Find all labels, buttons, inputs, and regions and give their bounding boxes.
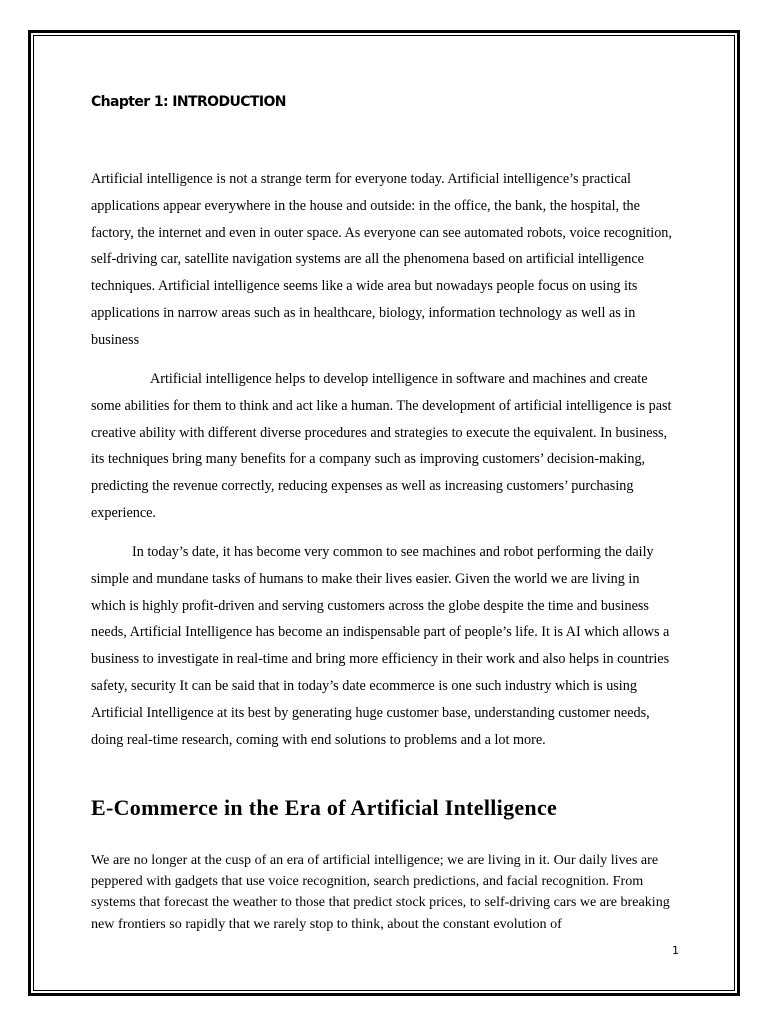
- intro-paragraph-3: In today’s date, it has become very common to see machines and robot performing the daily simple and mundane tasks of humans to make their lives easier. Given the world we are living in which is highly profit-driven and serving customers across the globe despite the time and business needs, Artificial Intelligence has become an indispensable part of people’s life. It is AI which allows a business to investigate in real-time and bring more efficiency in their work and also helps in countries safety, security It can be said that in today’s date ecommerce is one such industry which is using Artificial Intelligence at its best by generating huge customer base, understanding customer needs, doing real-time research, coming with end solutions to problems and a lot more.: [91, 544, 670, 748]
- section-paragraph: We are no longer at the cusp of an era of artificial intelligence; we are living in it. Our daily lives are peppered with gadgets that use voice recognition, search predictions, and facial recognition. From systems that forecast the weather to those that predict stock prices, to self-driving cars we are breaking new frontiers so rapidly that we rarely stop to think, about the constant evolution of: [91, 852, 670, 932]
- section-heading: E-Commerce in the Era of Artificial Intelligence: [91, 795, 558, 820]
- intro-paragraph-1: Artificial intelligence is not a strange term for everyone today. Artificial intelligence’s practical applications appear everywhere in the house and outside: in the office, the bank, the hospital, the factory, the internet and even in outer space. As everyone can see automated robots, voice recognition, self-driving car, satellite navigation systems are all the phenomena based on artificial intelligence techniques. Artificial intelligence seems like a wide area but nowadays people focus on using its applications in narrow areas such as in healthcare, biology, information technology as well as in business: [91, 171, 672, 348]
- page-number: 1: [672, 944, 679, 957]
- chapter-title: Chapter 1: INTRODUCTION: [91, 94, 286, 110]
- intro-paragraph-2: Artificial intelligence helps to develop intelligence in software and machines and create some abilities for them to think and act like a human. The development of artificial intelligence is past creative ability with different diverse procedures and strategies to execute the equivalent. In business, its techniques bring many benefits for a company such as improving customers’ decision-making, predicting the revenue correctly, reducing expenses as well as increasing customers’ purchasing experience.: [91, 371, 672, 521]
